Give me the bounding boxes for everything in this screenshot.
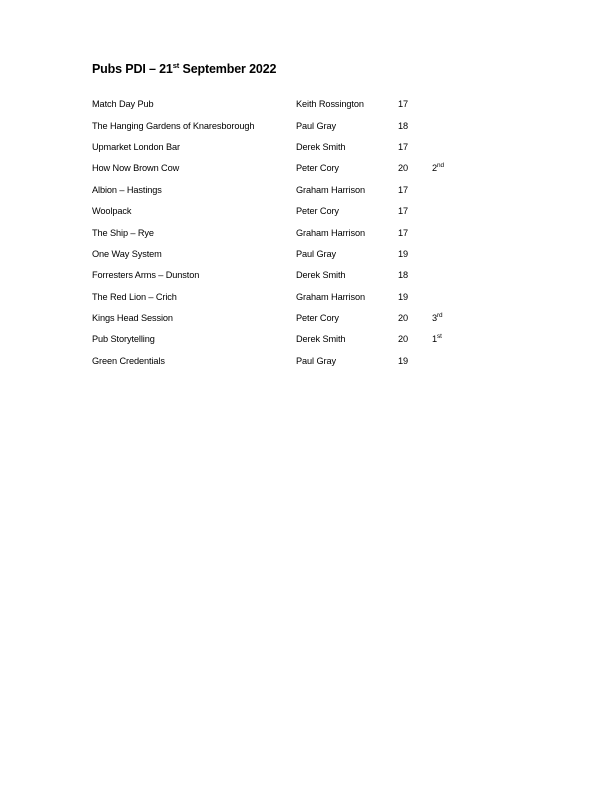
entry-author: Derek Smith xyxy=(296,270,346,281)
entry-score: 17 xyxy=(398,206,409,217)
entry-score: 19 xyxy=(398,291,409,302)
table-row xyxy=(92,94,464,115)
entry-placement xyxy=(432,244,464,265)
entry-title: Forresters Arms – Dunston xyxy=(92,270,200,281)
table-row xyxy=(92,115,464,136)
entry-title: Woolpack xyxy=(92,206,132,217)
table-row xyxy=(92,287,464,308)
entry-placement-number: 3 xyxy=(432,313,438,324)
table-row xyxy=(92,180,464,201)
entry-author: Paul Gray xyxy=(296,248,336,259)
entry-placement xyxy=(432,222,464,243)
entry-placement-ordinal-suffix: st xyxy=(437,333,442,341)
entry-title: Albion – Hastings xyxy=(92,184,162,195)
entry-placement xyxy=(432,308,464,329)
entry-placement-number: 1 xyxy=(432,334,438,345)
entry-title: The Ship – Rye xyxy=(92,227,154,238)
entry-placement xyxy=(432,115,464,136)
entry-author: Peter Cory xyxy=(296,206,339,217)
document-content xyxy=(92,62,532,372)
entry-placement xyxy=(432,329,464,350)
page-title-prefix: Pubs PDI – 21 xyxy=(92,62,173,76)
entry-title: The Red Lion – Crich xyxy=(92,291,177,302)
entry-placement xyxy=(432,201,464,222)
entry-author: Peter Cory xyxy=(296,163,339,174)
entry-score: 19 xyxy=(398,355,409,366)
entry-placement xyxy=(432,287,464,308)
table-row xyxy=(92,329,464,350)
entry-score: 17 xyxy=(398,141,409,152)
entry-score: 20 xyxy=(398,313,409,324)
entry-placement xyxy=(432,158,464,179)
entry-placement-number: 2 xyxy=(432,163,438,174)
entry-score: 18 xyxy=(398,120,409,131)
entry-title: How Now Brown Cow xyxy=(92,163,180,174)
entry-author: Graham Harrison xyxy=(296,184,365,195)
entry-title: Pub Storytelling xyxy=(92,334,155,345)
entry-placement xyxy=(432,351,464,372)
entry-author: Derek Smith xyxy=(296,141,346,152)
entries-table-body xyxy=(92,94,464,372)
entry-placement-ordinal-suffix: rd xyxy=(437,312,443,320)
entry-author: Derek Smith xyxy=(296,334,346,345)
table-row xyxy=(92,265,464,286)
entry-placement xyxy=(432,180,464,201)
table-row xyxy=(92,158,464,179)
entries-table xyxy=(92,94,464,372)
entry-author: Paul Gray xyxy=(296,120,336,131)
page-title-suffix: September 2022 xyxy=(179,62,277,76)
entry-placement xyxy=(432,94,464,115)
entry-score: 17 xyxy=(398,227,409,238)
entry-placement xyxy=(432,265,464,286)
entry-title: Kings Head Session xyxy=(92,313,173,324)
entry-score: 17 xyxy=(398,184,409,195)
entry-author: Graham Harrison xyxy=(296,291,365,302)
entry-score: 18 xyxy=(398,270,409,281)
entry-title: Green Credentials xyxy=(92,355,165,366)
entry-score: 19 xyxy=(398,248,409,259)
table-row xyxy=(92,222,464,243)
entry-author: Keith Rossington xyxy=(296,99,364,110)
entry-author: Graham Harrison xyxy=(296,227,365,238)
entry-author: Paul Gray xyxy=(296,355,336,366)
page-title-ordinal-suffix: st xyxy=(172,60,180,70)
entry-placement xyxy=(432,137,464,158)
table-row xyxy=(92,137,464,158)
entry-title: One Way System xyxy=(92,248,162,259)
entry-author: Peter Cory xyxy=(296,313,339,324)
entry-score: 17 xyxy=(398,99,409,110)
entry-title: The Hanging Gardens of Knaresborough xyxy=(92,120,255,131)
entry-score: 20 xyxy=(398,163,409,174)
table-row xyxy=(92,308,464,329)
page-title xyxy=(92,62,532,77)
entry-score: 20 xyxy=(398,334,409,345)
entry-placement-ordinal-suffix: nd xyxy=(437,162,444,170)
table-row xyxy=(92,351,464,372)
entry-title: Match Day Pub xyxy=(92,99,154,110)
entry-title: Upmarket London Bar xyxy=(92,141,180,152)
table-row xyxy=(92,244,464,265)
table-row xyxy=(92,201,464,222)
